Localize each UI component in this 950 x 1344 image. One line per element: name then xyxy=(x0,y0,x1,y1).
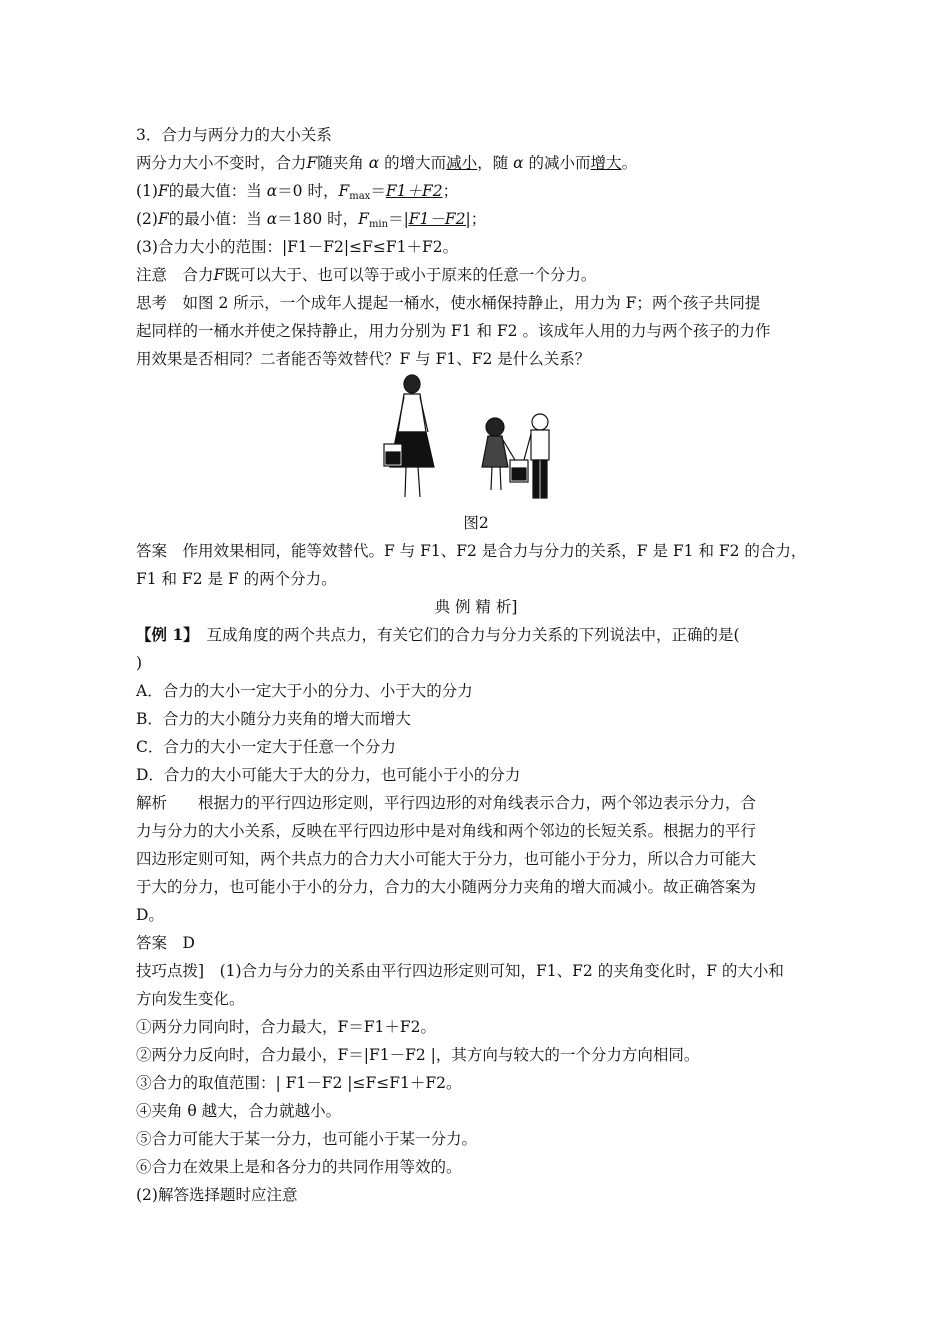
item-number: (1) xyxy=(136,182,158,200)
think-line-2: 起同样的一桶水并使之保持静止，用力分别为 F1 和 F2 。该成年人用的力与两个孩子的力作 xyxy=(136,322,771,340)
punct: ； xyxy=(470,210,487,228)
think-line-3: 用效果是否相同？二者能否等效替代？F 与 F1、F2 是什么关系？ xyxy=(136,350,591,368)
option-a: A．合力的大小一定大于小的分力、小于大的分力 xyxy=(136,682,473,700)
note-line xyxy=(136,265,826,285)
symbol-F: F xyxy=(338,182,350,200)
boy-figure xyxy=(524,414,549,498)
intro-text-b: 随夹角 xyxy=(317,154,364,172)
subscript-max: max xyxy=(349,191,371,202)
symbol-alpha: α xyxy=(368,154,380,172)
option-c: C．合力的大小一定大于任意一个分力 xyxy=(136,738,396,756)
tips-item-3: ③合力的取值范围：| F1－F2 |≤F≤F1＋F2。 xyxy=(136,1074,462,1092)
tips-item-4: ④夹角 θ 越大，合力就越小。 xyxy=(136,1102,342,1120)
tips-line-2: 方向发生变化。 xyxy=(136,990,245,1008)
think-line-1 xyxy=(136,293,826,313)
section-heading: 3．合力与两分力的大小关系 xyxy=(136,126,332,144)
analysis-line-3: 四边形定则可知，两个共点力的合力大小可能大于分力，也可能小于分力，所以合力可能大 xyxy=(136,850,757,868)
answer2-line xyxy=(136,933,826,953)
option-d: D．合力的大小可能大于大的分力，也可能小于小的分力 xyxy=(136,766,521,784)
max-value-line xyxy=(136,181,826,207)
punct: ； xyxy=(442,182,459,200)
tips-item-6: ⑥合力在效果上是和各分力的共同作用等效的。 xyxy=(136,1158,462,1176)
think-text-1: 如图 2 所示，一个成年人提起一桶水，使水桶保持静止，用力为 F；两个孩子共同提 xyxy=(182,294,761,312)
tips-item-2: ②两分力反向时，合力最小，F＝|F1－F2 |，其方向与较大的一个分力方向相同。 xyxy=(136,1046,700,1064)
adult-figure xyxy=(384,375,434,497)
tips-label: 技巧点拨] xyxy=(136,962,205,980)
analysis-line-4: 于大的分力，也可能小于小的分力，合力的大小随两分力夹角的增大而减小。故正确答案为 xyxy=(136,878,757,896)
intro-text-e: 的减小而 xyxy=(528,154,591,172)
note-text-a: 合力 xyxy=(182,266,214,284)
symbol-F: F xyxy=(213,266,225,284)
underlined-increase: 增大 xyxy=(590,154,622,172)
underlined-decrease: 减小 xyxy=(446,154,478,172)
tips-item-5: ⑤合力可能大于某一分力，也可能小于某一分力。 xyxy=(136,1130,478,1148)
intro-line xyxy=(136,153,826,173)
figure-caption: 图2 xyxy=(463,514,489,532)
symbol-F: F xyxy=(157,210,169,228)
example-question-text: 互成角度的两个共点力，有关它们的合力与分力关系的下列说法中，正确的是( xyxy=(206,626,740,644)
note-text-b: 既可以大于、也可以等于或小于原来的任意一个分力。 xyxy=(224,266,597,284)
equals: ＝ xyxy=(388,210,404,228)
tips-item-1: ①两分力同向时，合力最大，F＝F1＋F2。 xyxy=(136,1018,436,1036)
answer1-line-2: F1 和 F2 是 F 的两个分力。 xyxy=(136,570,337,588)
answer1-text-1: 作用效果相同，能等效替代。F 与 F1、F2 是合力与分力的关系，F 是 F1 和 F2 的合力， xyxy=(182,542,807,560)
tips-text-1: (1)合力与分力的关系由平行四边形定则可知，F1、F2 的夹角变化时，F 的大小和 xyxy=(219,962,784,980)
analysis-line-2: 力与分力的大小关系，反映在平行四边形中是对角线和两个邻边的长短关系。根据力的平行 xyxy=(136,822,757,840)
max-condition: ＝0 时， xyxy=(277,182,339,200)
intro-text-a: 两分力大小不变时，合力 xyxy=(136,154,307,172)
symbol-F: F xyxy=(157,182,169,200)
equals: ＝ xyxy=(370,182,386,200)
analysis-line-5: D。 xyxy=(136,906,164,924)
symbol-alpha: α xyxy=(266,182,278,200)
symbol-F: F xyxy=(306,154,318,172)
min-condition: ＝180 时， xyxy=(277,210,359,228)
tips-last-line: (2)解答选择题时应注意 xyxy=(136,1186,298,1204)
adult-and-children-carrying-bucket-figure xyxy=(370,372,580,507)
intro-end: 。 xyxy=(621,154,638,172)
item-number: (2) xyxy=(136,210,158,228)
analysis-line-1 xyxy=(136,793,826,813)
answer-label: 答案 xyxy=(136,542,168,560)
example1-question xyxy=(136,625,826,645)
think-label: 思考 xyxy=(136,294,168,312)
min-value-line xyxy=(136,209,826,235)
analysis-text-1: 根据力的平行四边形定则，平行四边形的对角线表示合力，两个邻边表示分力，合 xyxy=(198,794,757,812)
range-line: (3)合力大小的范围：|F1－F2|≤F≤F1＋F2。 xyxy=(136,238,459,256)
tips-line-1 xyxy=(136,961,826,981)
answer1-line-1 xyxy=(136,541,826,561)
analysis-label: 解析 xyxy=(136,794,168,812)
symbol-alpha: α xyxy=(513,154,524,172)
max-value: F1＋F2 xyxy=(385,182,443,200)
min-value: |F1－F2| xyxy=(403,210,471,228)
symbol-F: F xyxy=(358,210,369,228)
example-label: 【例 1】 xyxy=(136,625,191,644)
subscript-min: min xyxy=(368,219,389,230)
max-text: 的最大值：当 xyxy=(168,182,262,200)
intro-text-c: 的增大而 xyxy=(384,154,447,172)
option-b: B．合力的大小随分力夹角的增大而增大 xyxy=(136,710,411,728)
symbol-alpha: α xyxy=(266,210,278,228)
answer-label: 答案 xyxy=(136,934,168,952)
answer2-value: D xyxy=(182,934,195,952)
bucket-figure xyxy=(510,460,528,482)
example1-paren: ) xyxy=(136,654,143,672)
section-title: 典 例 精 析] xyxy=(434,598,518,616)
note-label: 注意 xyxy=(136,266,168,284)
intro-text-d: ，随 xyxy=(477,154,509,172)
min-text: 的最小值：当 xyxy=(168,210,262,228)
